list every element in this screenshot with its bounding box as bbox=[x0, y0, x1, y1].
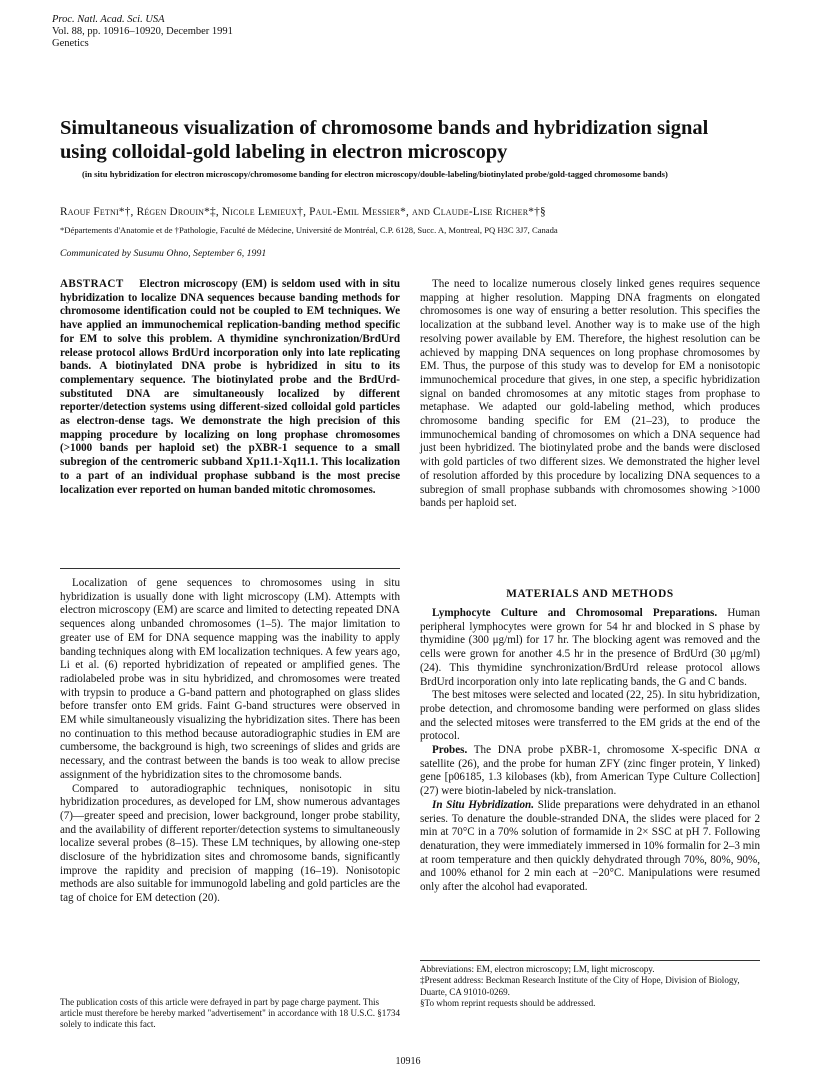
volume-line: Vol. 88, pp. 10916–10920, December 1991 bbox=[52, 26, 233, 37]
paragraph-text: Slide preparations were dehydrated in an ethanol series. To denature the double-stranded DNA, the slides were placed for 2 min at 70°C in a 70% solution of formamide in 2× SSC at pH 7. Following denaturation, they were immediately immersed in 10% formalin for 2–3 min at room temperature and then quickly dehydrated through 70%, 80%, 90%, and 100% ethanol for 2 min each at −20°C. Manipulations were resumed only after the alcohol had evaporated. bbox=[420, 798, 760, 894]
methods-column bbox=[420, 607, 760, 895]
article-title: Simultaneous visualization of chromosome bands and hybridization signal using colloidal-gold labeling in electron microscopy bbox=[60, 117, 709, 163]
page-number: 10916 bbox=[395, 1056, 421, 1067]
footnotes bbox=[420, 964, 760, 1009]
paragraph: The need to localize numerous closely linked genes requires sequence mapping at higher resolution. Mapping DNA fragments on elongated chromosomes is one way of ensuring a better resolution. This specifies the localization at the subband level. Another way is to make use of the high resolving power available by EM. Therefore, the highest resolution can be achieved by mapping DNA sequences on long prophase chromosomes by EM. Thus, the purpose of this study was to develop for EM a nonisotopic immunochemical procedure that gives, in one step, a specific hybridization signal on banded chromosomes at any mitotic stages from prophase to metaphase. We adapted our gold-labeling method, which produces chromosome banding specific for EM (21–23), to produce the immunochemical banding of chromosomes on which a DNA sequence had just been hybridized. The biotinylated probe and the bands were disclosed with gold particles of two different sizes. We demonstrated the higher level of resolution afforded by this procedure by localizing DNA sequences to a subregion of small prophase subbands with chromosomes showing >1000 bands per haploid set. bbox=[420, 278, 760, 510]
paragraph: Compared to autoradiographic techniques, nonisotopic in situ hybridization procedures, as developed for LM, show numerous advantages (7)—greater speed and precision, lower background, longer probe stability, and the availability of different reporter/detection systems to simultaneously localize several probes (8–15). These LM techniques, by allowing one-step disclosure of the hybridization sites and chromosome bands, significantly improve the rapidity and precision of mapping (16–19). Nonisotopic methods are also suitable for immunogold labeling and gold particles are the tag of choice for EM detection (20). bbox=[60, 782, 400, 905]
abstract-label: ABSTRACT bbox=[60, 278, 124, 290]
abstract-text: Electron microscopy (EM) is seldom used with in situ hybridization to localize DNA sequences because banding methods for chromosome identification could not be coupled to EM techniques. We have applied an immunochemical replication-banding method specific for EM to solve this problem. A thymidine synchronization/BrdUrd release protocol allows BrdUrd incorporation only into late replicating bands. A biotinylated DNA probe is hybridized in situ to its complementary sequence. The biotinylated probe and the BrdUrd-substituted DNA are simultaneously localized by different reporter/detection systems using different-sized colloidal gold particles as electron-dense tags. We demonstrate the high precision of this mapping procedure by localizing on long prophase chromosomes (>1000 bands per haploid set) the pXBR-1 sequence to a small subregion of the centromeric subband Xp11.1-Xq11.1. This localization to a part of an individual prophase subband is the most precise localization ever reported on human banded mitotic chromosomes. bbox=[60, 278, 401, 496]
journal-header bbox=[52, 14, 233, 50]
abstract bbox=[60, 278, 400, 497]
authors: Raouf Fetni*†, Régen Drouin*‡, Nicole Lemieux†, Paul-Emil Messier*, and Claude-Lise Richer*†§ bbox=[60, 206, 546, 218]
run-in-heading: Lymphocyte Culture and Chromosomal Preparations. bbox=[432, 607, 718, 619]
intro-right-column bbox=[420, 278, 760, 511]
run-in-heading: Probes. bbox=[432, 744, 468, 757]
communicated-by: Communicated by Susumu Ohno, September 6, 1991 bbox=[60, 248, 267, 259]
run-in-heading: In Situ Hybridization. bbox=[432, 798, 534, 811]
intro-left-column bbox=[60, 577, 400, 906]
keywords: (in situ hybridization for electron microscopy/chromosome banding for electron microscopy/double-labeling/biotinylated probe/gold-tagged chromosome bands) bbox=[82, 169, 668, 179]
footnote: §To whom reprint requests should be addressed. bbox=[420, 997, 596, 1008]
abstract-divider bbox=[60, 568, 400, 569]
paragraph: The best mitoses were selected and located (22, 25). In situ hybridization, probe detection, and chromosome banding were performed on glass slides and the selected mitoses were transferred to the EM grids at the end of the protocol. bbox=[420, 689, 760, 743]
affiliation: *Départements d'Anatomie et de †Pathologie, Faculté de Médecine, Université de Montréal, C.P. 6128, Succ. A, Montreal, PQ H3C 3J7, Canada bbox=[60, 225, 558, 235]
paragraph: Localization of gene sequences to chromosomes using in situ hybridization is usually done with light microscopy (LM). Attempts with electron microscopy (EM) are scarce and limited to detecting repeated DNA sequences along unbanded chromosomes (1–5). The major limitation to greater use of EM for DNA sequence mapping was the inability to apply banding techniques along with EM localization techniques. A few years ago, Li et al. (6) reported hybridization of repeated or amplified genes. The radiolabeled probe was in situ hybridized, and chromosomes were treated with trypsin to produce a G-band pattern and photographed on glass slides before transfer onto EM grids. Faint G-band structures were observed in EM while simultaneously visualizing the hybridization sites. There has been no continuation to this method because autoradiographic studies in EM are cumbersome, the background is high, two screenings of slides and grids are necessary, and the contrast between the bands is too weak to allow precise assignment of the hybridization sites to the chromosome bands. bbox=[60, 577, 400, 781]
footnote-divider bbox=[420, 960, 760, 961]
section-heading: MATERIALS AND METHODS bbox=[506, 588, 674, 600]
section-label: Genetics bbox=[52, 38, 89, 49]
publication-cost-footnote: The publication costs of this article were defrayed in part by page charge payment. This article must therefore be hereby marked "advertisement" in accordance with 18 U.S.C. §1734 solely to indicate this fact. bbox=[60, 997, 400, 1029]
paragraph-text: The DNA probe pXBR-1, chromosome X-specific DNA α satellite (26), and the probe for human ZFY (zinc finger protein, Y linked) gene [p06185, 1.3 kilobases (kb), from American Type Culture Collection] (27) were biotin-labeled by nick-translation. bbox=[420, 744, 760, 798]
paragraph-text: Human peripheral lymphocytes were grown for 54 hr and blocked in S phase by thymidine (300 μg/ml) for 17 hr. The blocking agent was removed and the cells were grown for another 4.5 hr in the presence of BrdUrd (30 μg/ml) (24). This thymidine synchronization/BrdUrd release protocol allows BrdUrd incorporation only into late replicating bands, the G and C bands. bbox=[420, 607, 760, 688]
footnote: Abbreviations: EM, electron microscopy; LM, light microscopy. bbox=[420, 964, 655, 974]
journal-title: Proc. Natl. Acad. Sci. USA bbox=[52, 14, 165, 25]
footnote: ‡Present address: Beckman Research Institute of the City of Hope, Division of Biology, Duarte, CA 91010-0269. bbox=[420, 975, 740, 997]
